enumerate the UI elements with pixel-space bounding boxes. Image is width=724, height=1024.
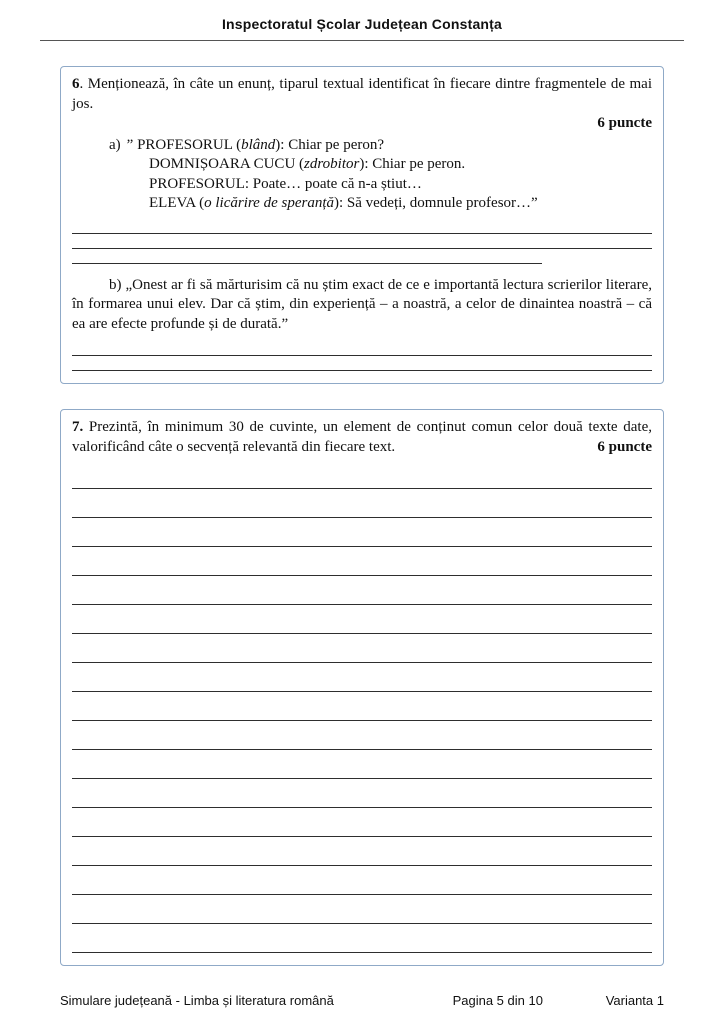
fragment-a-label: a) xyxy=(109,136,121,153)
question-6-text: . Menționează, în câte un enunț, tiparul textual identificat în fiecare dintre fragmentele de mai jos. xyxy=(72,76,652,112)
stage-direction: o licărire de speranță xyxy=(204,195,334,211)
question-6-points: 6 puncte xyxy=(597,115,652,131)
question-7-number: 7. xyxy=(72,419,84,435)
stage-direction: blând xyxy=(241,136,276,153)
dialogue-text: ELEVA ( xyxy=(149,195,205,211)
answer-line xyxy=(72,663,652,692)
answer-line xyxy=(72,721,652,750)
answer-line xyxy=(72,518,652,547)
fragment-b-text: b) „Onest ar fi să mărturisim că nu știm exact de ce e importantă lectura scrierilor literare, în formarea unui elev. Dar că știm, din experiență – a noastră, a celor de dinaintea noastră – că ea are efecte profunde și de durată.” xyxy=(72,276,652,332)
question-6-statement xyxy=(72,75,652,114)
answer-line xyxy=(72,692,652,721)
question-6-number: 6 xyxy=(72,76,80,92)
header-title: Inspectoratul Școlar Județean Constanța xyxy=(221,16,503,32)
answer-line xyxy=(72,219,652,234)
answer-line xyxy=(72,924,652,953)
question-6-box xyxy=(60,66,664,384)
answer-line xyxy=(72,605,652,634)
answer-line xyxy=(72,489,652,518)
answer-line xyxy=(72,750,652,779)
question-7-box xyxy=(60,409,664,966)
answer-line xyxy=(72,895,652,924)
dialogue-line xyxy=(149,194,652,214)
stage-direction: zdrobitor xyxy=(304,156,360,172)
dialogue-text: ): Chiar pe peron. xyxy=(359,156,466,172)
answer-line xyxy=(72,808,652,837)
page-header xyxy=(0,0,724,41)
answer-line xyxy=(72,341,652,356)
answer-line xyxy=(72,234,652,249)
page-footer xyxy=(0,993,724,1024)
header-rule xyxy=(40,40,684,41)
fragment-a-answer-area xyxy=(72,219,652,264)
dialogue-text: ): Chiar pe peron? xyxy=(275,136,385,153)
question-7-answer-area xyxy=(72,460,652,953)
fragment-b-answer-area xyxy=(72,341,652,371)
dialogue-text: DOMNIȘOARA CUCU ( xyxy=(149,156,305,172)
footer-exam-title: Simulare județeană - Limba și literatura română xyxy=(60,993,334,1008)
dialogue-line xyxy=(149,155,652,175)
question-7-points: 6 puncte xyxy=(597,438,652,455)
answer-line xyxy=(72,460,652,489)
dialogue-text: PROFESORUL: Poate… poate că n-a știut… xyxy=(149,175,422,192)
answer-line xyxy=(72,547,652,576)
dialogue-line xyxy=(149,175,652,195)
answer-line xyxy=(72,356,652,371)
answer-line xyxy=(72,866,652,895)
question-7-statement xyxy=(72,418,652,457)
question-7-text: Prezintă, în minimum 30 de cuvinte, un element de conținut comun celor două texte date, valorificând câte o secvență relevantă din fiecare text. xyxy=(72,419,652,455)
dialogue-line xyxy=(109,136,652,156)
fragment-a-dialogue xyxy=(72,136,652,214)
answer-line xyxy=(72,837,652,866)
answer-line xyxy=(72,779,652,808)
footer-variant: Varianta 1 xyxy=(605,993,664,1008)
answer-line xyxy=(72,576,652,605)
answer-line xyxy=(72,249,542,264)
answer-line xyxy=(72,634,652,663)
footer-page-number: Pagina 5 din 10 xyxy=(452,993,543,1008)
dialogue-text: ” PROFESORUL ( xyxy=(126,136,242,153)
dialogue-text: ): Să vedeți, domnule profesor…” xyxy=(333,195,538,211)
